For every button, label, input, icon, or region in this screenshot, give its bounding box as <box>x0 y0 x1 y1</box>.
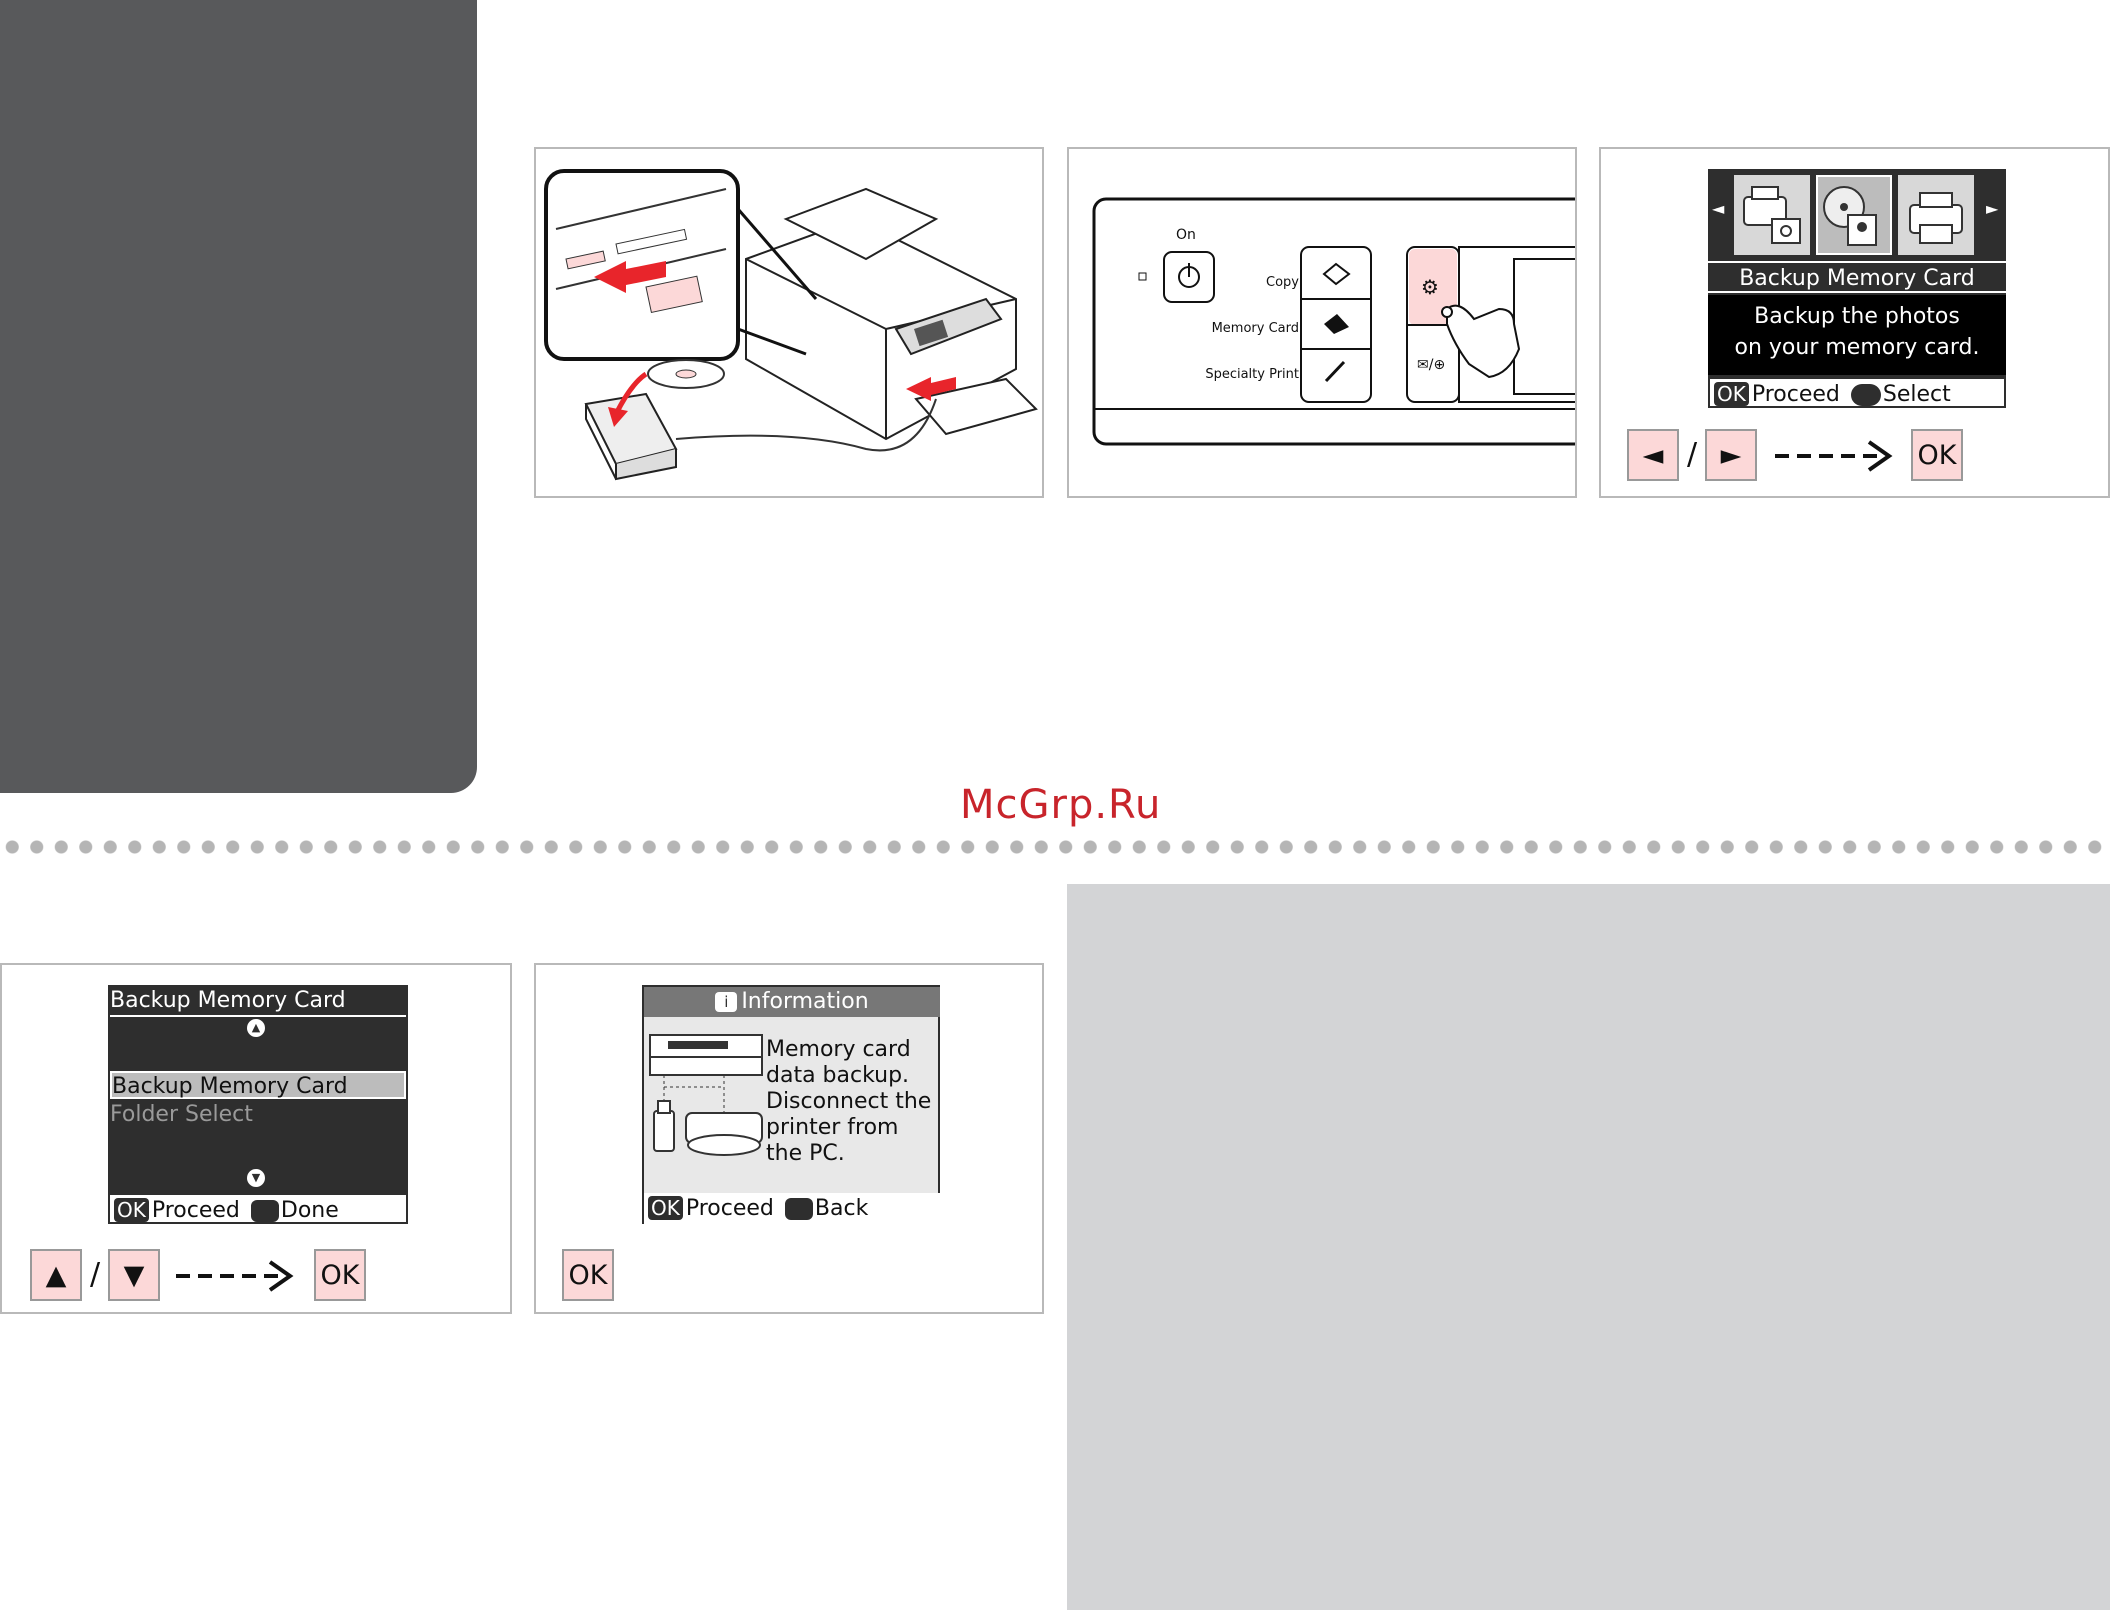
scroll-down-icon: ▼ <box>247 1169 265 1187</box>
list-header: Backup Memory Card <box>110 987 406 1017</box>
backup-disc-icon <box>1816 175 1892 255</box>
menu-description <box>1708 295 2006 375</box>
slash: / <box>90 1257 101 1292</box>
right-arrow-icon: ► <box>1986 199 1999 218</box>
lcd-screen <box>1708 169 2006 408</box>
up-key[interactable]: ▲ <box>30 1249 82 1301</box>
footer-proceed: Proceed <box>685 1196 774 1221</box>
footer-back: Back <box>814 1196 869 1221</box>
step5-panel <box>534 963 1044 1314</box>
printer-pc-icon <box>646 1027 766 1177</box>
svg-text:⚙: ⚙ <box>1421 275 1439 299</box>
list-item-folder-select[interactable]: Folder Select <box>110 1102 253 1127</box>
description-line-1: Backup the photos <box>1754 304 1960 329</box>
down-key[interactable]: ▼ <box>108 1249 160 1301</box>
step2-panel <box>1067 147 1577 498</box>
message-line-4: printer from <box>766 1115 899 1140</box>
lcd-info-screen <box>642 985 940 1224</box>
copy-label: Copy <box>1266 275 1299 290</box>
description-line-2: on your memory card. <box>1734 335 1980 360</box>
ok-key[interactable]: OK <box>562 1249 614 1301</box>
ok-chip: OK <box>648 1196 683 1220</box>
lcd-list-screen <box>108 985 408 1224</box>
right-key[interactable]: ► <box>1705 429 1757 481</box>
dashed-arrow-icon <box>1773 436 1903 476</box>
list-item-selected[interactable]: Backup Memory Card <box>110 1071 406 1099</box>
specialty-print-label: Specialty Print <box>1205 367 1299 382</box>
photo-print-glyph <box>1734 175 1810 255</box>
control-panel-illustration <box>1069 149 1575 496</box>
left-arrow-icon: ◄ <box>1712 199 1725 218</box>
on-label: On <box>1176 227 1196 243</box>
ok-chip: OK <box>114 1198 149 1222</box>
watermark: McGrp.Ru <box>960 782 1162 828</box>
info-message <box>766 1037 942 1167</box>
back-icon <box>785 1198 813 1220</box>
lcd-footer <box>108 1193 408 1224</box>
ok-chip: OK <box>1714 382 1749 406</box>
step3-panel <box>1599 147 2110 498</box>
left-key[interactable]: ◄ <box>1627 429 1679 481</box>
message-line-2: data backup. <box>766 1063 910 1088</box>
notes-box <box>1067 884 2110 1610</box>
svg-text:✉/⊕: ✉/⊕ <box>1417 357 1446 373</box>
message-line-3: Disconnect the <box>766 1089 932 1114</box>
dotted-divider <box>0 838 2110 856</box>
info-title: Information <box>741 989 869 1014</box>
ok-key[interactable]: OK <box>1911 429 1963 481</box>
printer-icon <box>1898 175 1974 255</box>
scroll-up-icon: ▲ <box>247 1019 265 1037</box>
step1-panel <box>534 147 1044 498</box>
left-right-icon <box>1851 384 1881 406</box>
footer-proceed: Proceed <box>1751 382 1840 407</box>
lcd-footer <box>1708 377 2006 408</box>
message-line-1: Memory card <box>766 1037 911 1062</box>
memory-card-label: Memory Card <box>1211 321 1299 336</box>
ok-key[interactable]: OK <box>314 1249 366 1301</box>
lcd-footer <box>644 1193 940 1224</box>
menu-title: Backup Memory Card <box>1708 261 2006 293</box>
footer-proceed: Proceed <box>151 1198 240 1223</box>
info-header <box>644 987 940 1017</box>
chapter-tab <box>0 0 477 793</box>
footer-select: Select <box>1882 382 1951 407</box>
dashed-arrow-icon <box>174 1256 304 1296</box>
message-line-5: the PC. <box>766 1141 845 1166</box>
step4-panel <box>0 963 512 1314</box>
slash: / <box>1687 437 1698 472</box>
back-icon <box>251 1200 279 1222</box>
info-icon: i <box>715 992 737 1012</box>
footer-done: Done <box>280 1198 339 1223</box>
menu-icon-row <box>1708 169 2006 261</box>
printer-illustration <box>536 149 1042 496</box>
